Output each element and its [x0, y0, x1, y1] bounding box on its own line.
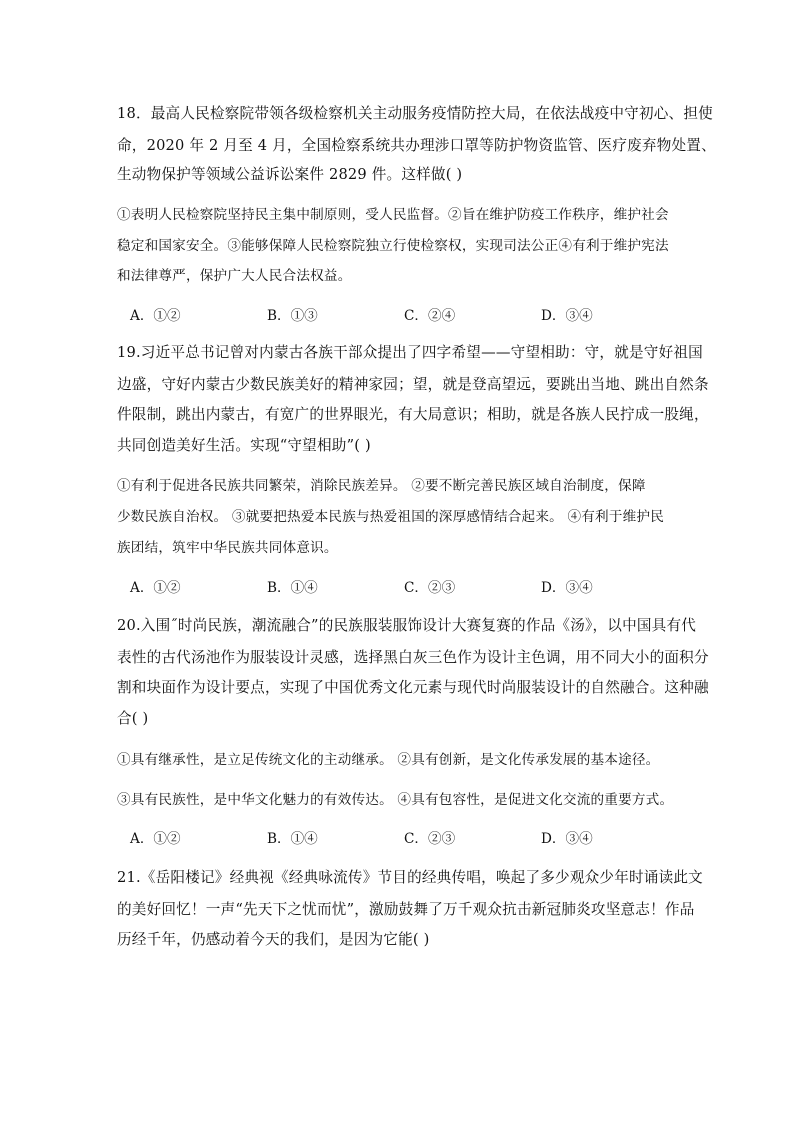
choice-d: D．③④: [541, 580, 593, 596]
choice-c: C．②③: [404, 580, 456, 596]
question-21-stem-line-1: 21.《岳阳楼记》经典视《经典咏流传》节目的经典传唱，唤起了多少观众少年时诵读此文: [117, 869, 703, 886]
question-20-options-line-1: ①具有继承性，是立足传统文化的主动继承。 ②具有创新，是文化传承发展的基本途径。: [117, 752, 660, 768]
choice-a: A．①②: [130, 831, 181, 847]
question-18-options-line-2: 稳定和国家安全。③能够保障人民检察院独立行使检察权，实现司法公正④有利于维护宪法: [117, 238, 669, 254]
question-21-stem-line-2: 的美好回忆！一声“先天下之忧而忧”，激励鼓舞了万千观众抗击新冠肺炎攻坚意志！作品: [117, 901, 695, 918]
choice-a: A．①②: [130, 308, 181, 324]
question-18-options-line-3: 和法律尊严，保护广大人民合法权益。: [117, 268, 352, 284]
question-20-options-line-2: ③具有民族性，是中华文化魅力的有效传达。 ④具有包容性，是促进文化交流的重要方式。: [117, 792, 674, 808]
question-20-choices: [130, 829, 670, 849]
question-19-options-line-1: ①有利于促进各民族共同繁荣，消除民族差异。 ②要不断完善民族区域自治制度，保障: [117, 478, 646, 494]
question-18-stem-line-2: 命，2020 年 2 月至 4 月，全国检察系统共办理涉口罩等防护物资监管、医疗废弃物处置、: [117, 137, 716, 154]
question-20-stem-line-3: 割和块面作为设计要点，实现了中国优秀文化元素与现代时尚服装设计的自然融合。这种融: [117, 679, 709, 696]
choice-a: A．①②: [130, 580, 181, 596]
question-19-stem-line-4: 共同创造美好生活。实现“守望相助”( ): [117, 437, 371, 454]
choice-b: B．①④: [267, 831, 318, 847]
question-19-choices: [130, 578, 670, 598]
question-21-stem-line-3: 历经千年，仍感动着今天的我们，是因为它能( ): [117, 931, 430, 948]
choice-b: B．①④: [267, 580, 318, 596]
question-19-options-line-3: 族团结，筑牢中华民族共同体意识。: [117, 540, 338, 556]
question-19-options-line-2: 少数民族自治权。 ③就要把热爱本民族与热爱祖国的深厚感情结合起来。 ④有利于维护民: [117, 509, 664, 525]
question-20-stem-line-4: 合( ): [117, 710, 149, 727]
question-20-stem-line-2: 表性的古代汤池作为服装设计灵感，选择黑白灰三色作为设计主色调，用不同大小的面积分: [117, 649, 709, 666]
question-18-options-line-1: ①表明人民检察院坚持民主集中制原则，受人民监督。②旨在维护防疫工作秩序，维护社会: [117, 207, 669, 223]
choice-c: C．②④: [404, 308, 456, 324]
question-18-choices: [130, 306, 670, 326]
question-19-stem-line-2: 边盛，守好内蒙古少数民族美好的精神家园；望，就是登高望远，要跳出当地、跳出自然条: [117, 376, 709, 393]
question-20-stem-line-1: 20.入围˝时尚民族，潮流融合”的民族服装服饰设计大赛复赛的作品《汤》，以中国具有代: [117, 617, 697, 634]
choice-d: D．③④: [541, 831, 593, 847]
question-18-stem-line-1: 18．最高人民检察院带领各级检察机关主动服务疫情防控大局，在依法战疫中守初心、担使: [117, 105, 713, 122]
question-18-stem-line-3: 生动物保护等领域公益诉讼案件 2829 件。这样做( ): [117, 166, 463, 183]
choice-d: D．③④: [541, 308, 593, 324]
question-19-stem-line-3: 件限制，跳出内蒙古，有宽广的世界眼光，有大局意识；相助，就是各族人民拧成一股绳，: [117, 406, 709, 423]
choice-b: B．①③: [267, 308, 318, 324]
question-19-stem-line-1: 19.习近平总书记曾对内蒙古各族干部众提出了四字希望——守望相助：守，就是守好祖国: [117, 344, 703, 361]
choice-c: C．②③: [404, 831, 456, 847]
